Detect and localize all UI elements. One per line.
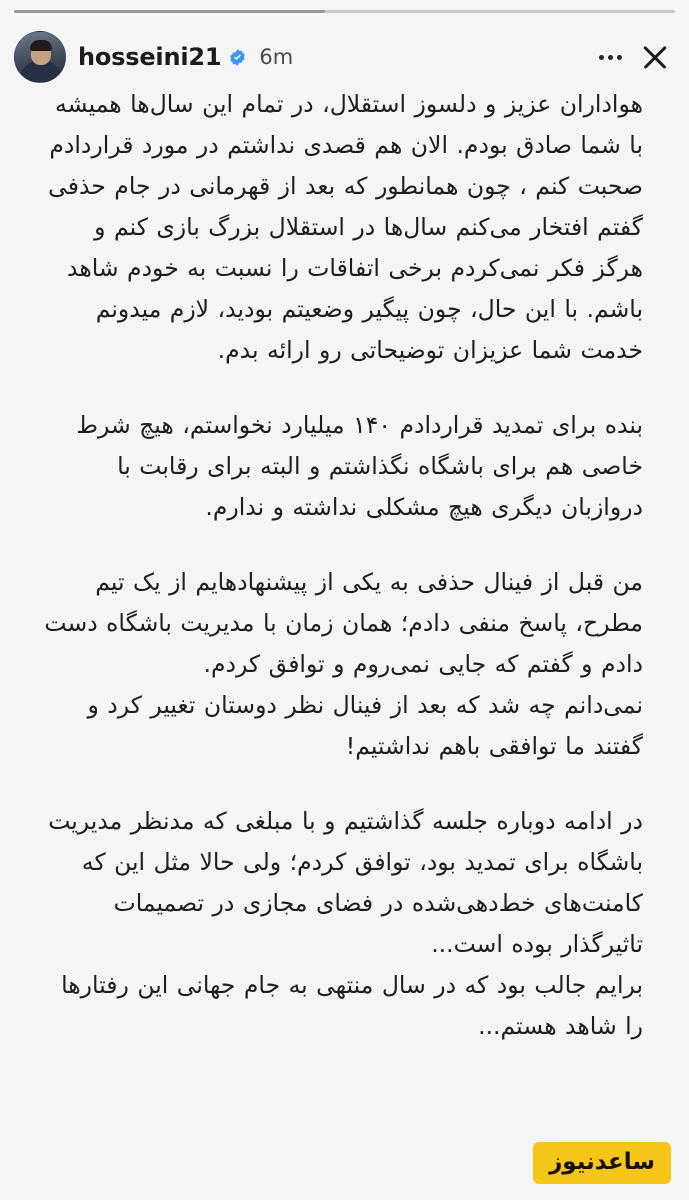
more-options-icon[interactable] xyxy=(593,40,627,74)
username-label[interactable]: hosseini21 xyxy=(78,43,222,71)
story-paragraph-2: بنده برای تمدید قراردادم ۱۴۰ میلیارد نخواستم، هیچ شرط خاصی هم برای باشگاه نگذاشتم و البته برای رقابت با دروازبان دیگری هیچ مشکلی نداشته و ندارم. xyxy=(76,411,643,521)
story-progress-fill xyxy=(14,10,325,13)
story-paragraph-6: برایم جالب بود که در سال منتهی به جام جهانی این رفتارها را شاهد هستم... xyxy=(61,971,643,1040)
story-header xyxy=(0,26,689,88)
watermark-badge: ساعدنیوز xyxy=(533,1142,671,1184)
story-paragraph-1: هواداران عزیز و دلسوز استقلال، در تمام این سال‌ها همیشه با شما صادق بودم. الان هم قصدی نداشتم در مورد قراردادم صحبت کنم ، چون همانطور که بعد از قهرمانی در جام حذفی گفتم افتخار می‌کنم سال‌ها در استقلال بزرگ بازی کنم و هرگز فکر نمی‌کردم برخی اتفاقات را نسبت به خودم شاهد باشم. با این حال، چون پیگیر وضعیتم بودید، لازم میدونم خدمت شما عزیزان توضیحاتی رو ارائه بدم. xyxy=(48,90,643,364)
close-icon[interactable] xyxy=(637,39,673,75)
avatar-hair xyxy=(30,40,52,51)
story-text-content xyxy=(0,84,689,1047)
avatar[interactable] xyxy=(14,31,66,83)
story-paragraph-5: در ادامه دوباره جلسه گذاشتیم و با مبلغی که مدنظر مدیریت باشگاه برای تمدید بود، توافق کردم؛ ولی حالا مثل این که کامنت‌های خط‌دهی‌شده در فضای مجازی در تصمیمات تاثیرگذار بوده است... xyxy=(48,807,643,958)
story-paragraph-4: نمی‌دانم چه شد که بعد از فینال نظر دوستان تغییر کرد و گفتند ما توافقی باهم نداشتیم! xyxy=(87,691,643,760)
story-progress-bar[interactable] xyxy=(14,10,675,13)
story-paragraph-3: من قبل از فینال حذفی به یکی از پیشنهادهایم از یک تیم مطرح، پاسخ منفی دادم؛ همان زمان با مدیریت باشگاه دست دادم و گفتم که جایی نمی‌روم و توافق کردم. xyxy=(44,568,643,678)
story-timestamp: 6m xyxy=(259,45,294,69)
verified-badge-icon xyxy=(228,48,247,67)
